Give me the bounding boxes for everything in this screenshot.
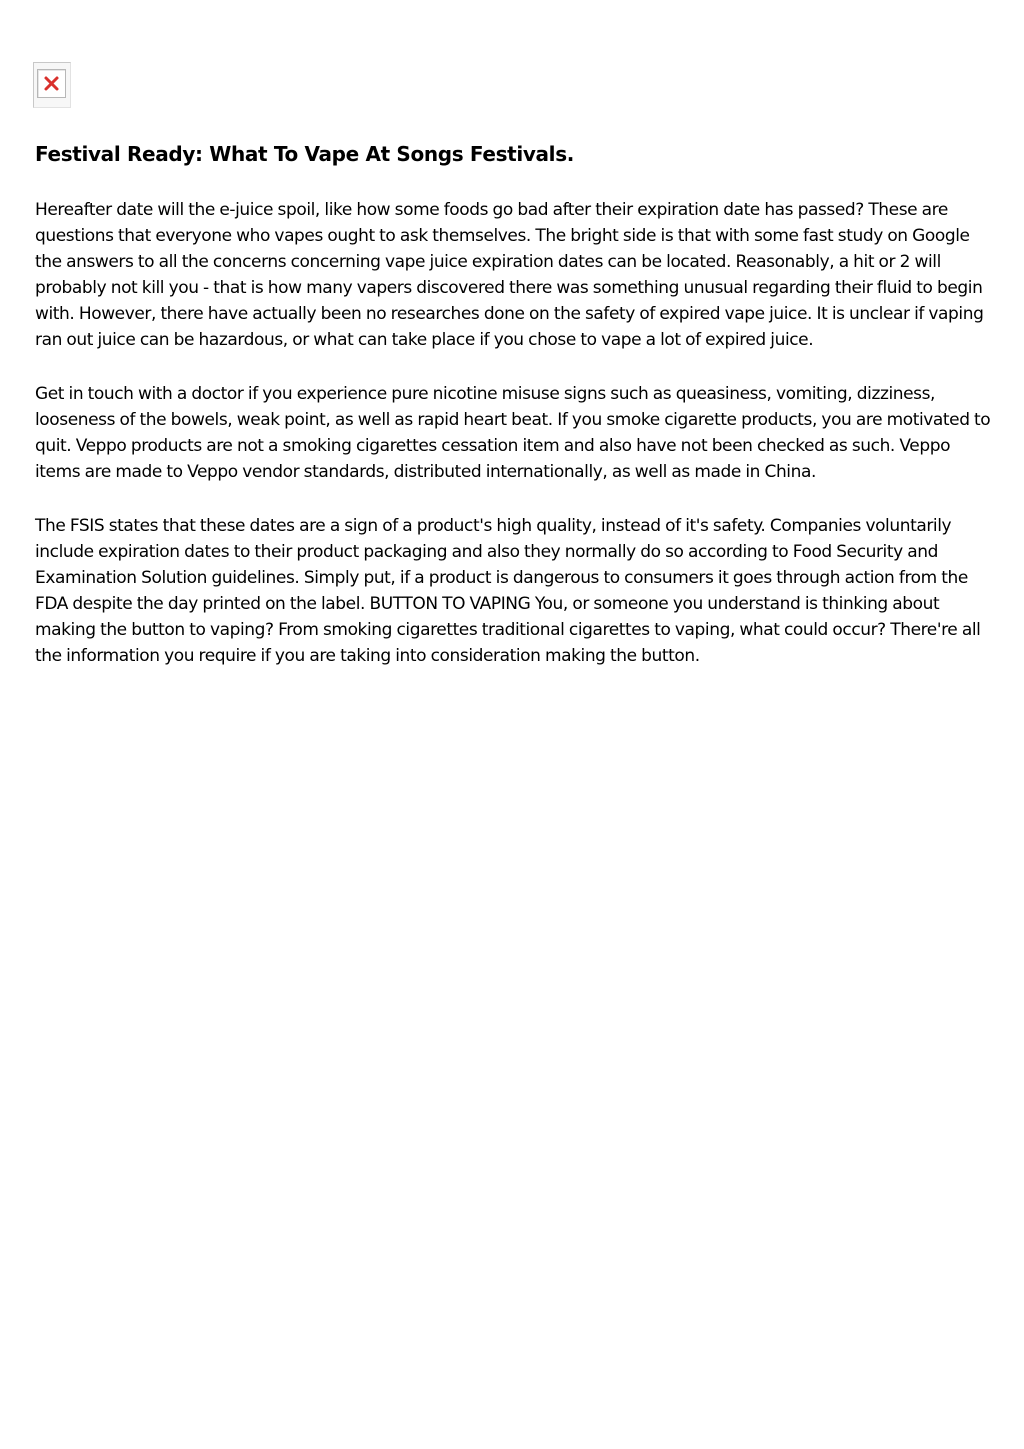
image-placeholder-frame <box>37 69 66 98</box>
broken-image-icon <box>33 62 71 108</box>
red-x-icon <box>43 75 60 92</box>
article-paragraph-2: Get in touch with a doctor if you experience pure nicotine misuse signs such as queasiness, vomiting, dizziness, looseness of the bowels, weak point, as well as rapid heart beat. If you smoke cigarette products, you are motivated to quit. Veppo products are not a smoking cigarettes cessation item and also have not been checked as such. Veppo items are made to Veppo vendor standards, distributed internationally, as well as made in China. <box>35 384 991 482</box>
article-title: Festival Ready: What To Vape At Songs Festivals. <box>35 142 574 166</box>
article-paragraph-3: The FSIS states that these dates are a sign of a product's high quality, instead of it's safety. Companies voluntarily include expiration dates to their product packaging and also they normally do so according to Food Security and Examination Solution guidelines. Simply put, if a product is dangerous to consumers it goes through action from the FDA despite the day printed on the label. BUTTON TO VAPING You, or someone you understand is thinking about making the button to vaping? From smoking cigarettes traditional cigarettes to vaping, what could occur? There're all the information you require if you are taking into consideration making the button. <box>35 516 981 666</box>
article-paragraph-1: Hereafter date will the e-juice spoil, like how some foods go bad after their expiration date has passed? These are questions that everyone who vapes ought to ask themselves. The bright side is that with some fast study on Google the answers to all the concerns concerning vape juice expiration dates can be located. Reasonably, a hit or 2 will probably not kill you - that is how many vapers discovered there was something unusual regarding their fluid to begin with. However, there have actually been no researches done on the safety of expired vape juice. It is unclear if vaping ran out juice can be hazardous, or what can take place if you chose to vape a lot of expired juice. <box>35 200 984 350</box>
